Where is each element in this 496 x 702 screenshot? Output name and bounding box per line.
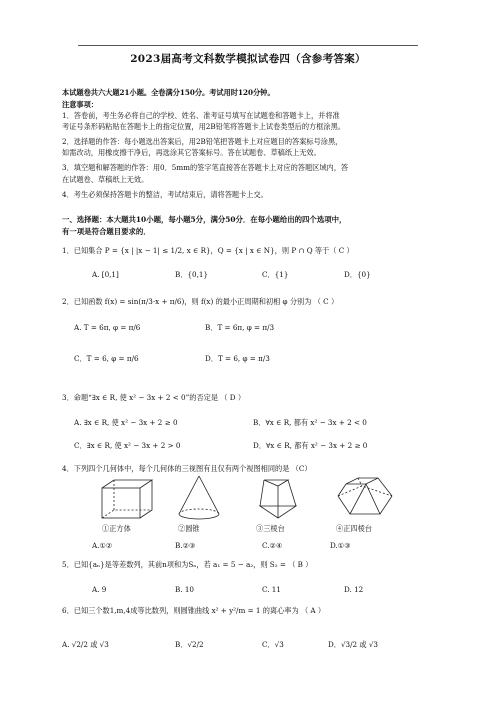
q6-option-d: D．√3/2 或 √3 xyxy=(328,640,379,649)
q1-option-a: A. [0,1] xyxy=(92,270,119,279)
q6-option-a: A. √2/2 或 √3 xyxy=(62,640,109,649)
q1-option-d: D．{0} xyxy=(344,270,371,279)
q2-stem: 2．已知函数 f(x) = sin(π/3·x + π/6)，则 f(x) 的最小正周期和初相 φ 分别为 （ C ） xyxy=(62,297,339,306)
cube-figure xyxy=(100,478,156,520)
q3-option-a: A. ∃x ∈ R, 使 x² − 3x + 2 ≥ 0 xyxy=(74,418,178,427)
cone-figure xyxy=(176,474,222,522)
q4-option-b: B.②③ xyxy=(175,541,196,550)
triangular-frustum-figure xyxy=(258,476,298,522)
notice-line: 如需改动，用橡皮擦干净后，再选涂其它答案标号。答在试题卷、草稿纸上无效。 xyxy=(62,148,321,157)
notice-title: 注意事项： xyxy=(62,100,98,109)
notice-line: 2．选择题的作答：每小题选出答案后，用2B铅笔把答题卡上对应题目的答案标号涂黑， xyxy=(62,137,343,146)
notice-line: 1．答卷前，考生务必将自己的学校、姓名、准考证号填写在试题卷和答题卡上，并将准 xyxy=(62,111,340,120)
q1-option-c: C．{1} xyxy=(262,270,289,279)
q6-option-c: C．√3 xyxy=(262,640,284,649)
page-title: 2023届高考文科数学模拟试卷四（含参考答案） xyxy=(130,53,366,65)
q6-option-b: B．√2/2 xyxy=(175,640,204,649)
q2-option-a: A. T = 6π, φ = π/6 xyxy=(74,323,141,332)
square-frustum-figure xyxy=(336,476,394,520)
figure-caption: ①正方体 xyxy=(102,524,131,533)
section-heading-cont: 有一项是符合题目要求的． xyxy=(62,227,151,236)
q4-option-c: C.②④ xyxy=(262,541,283,550)
q5-option-d: D. 12 xyxy=(344,585,364,594)
q3-option-b: B．∀x ∈ R, 都有 x² − 3x + 2 < 0 xyxy=(253,418,367,427)
q5-option-c: C. 11 xyxy=(262,585,281,594)
notice-line: 3．填空题和解答题的作答：用0．5mm的签字笔直接答在答题卡上对应的答题区域内，答 xyxy=(62,163,349,172)
q4-option-a: A.①② xyxy=(92,541,113,550)
q4-stem: 4．下列四个几何体中，每个几何体的三视图有且仅有两个视图相同的是 （C） xyxy=(62,464,312,473)
q4-option-d: D.①③ xyxy=(330,541,351,550)
q5-stem: 5．已知{aₙ}是等差数列，其前n项和为Sₙ，若 a₁ = 5 − a₂，则 S₂ = （ B ） xyxy=(62,560,313,569)
q3-option-c: C．∃x ∈ R, 使 x² − 3x + 2 > 0 xyxy=(74,441,181,450)
q2-option-d: D．T = 6, φ = π/3 xyxy=(205,354,270,363)
header-rule xyxy=(78,45,418,46)
q3-option-d: D．∀x ∈ R, 都有 x² − 3x + 2 ≥ 0 xyxy=(253,441,368,450)
q2-option-b: B．T = 6π, φ = π/3 xyxy=(205,323,275,332)
q5-option-b: B. 10 xyxy=(175,585,194,594)
q3-stem: 3．命题“∃x ∈ R, 使 x² − 3x + 2 < 0”的否定是 （ D ） xyxy=(62,393,246,402)
q1-option-b: B．{0,1} xyxy=(175,270,209,279)
figure-caption: ④正四棱台 xyxy=(336,524,372,533)
figure-caption: ③三棱台 xyxy=(256,524,285,533)
intro: 本试题卷共六大题21小题。全卷满分150分。考试用时120分钟。 xyxy=(62,88,275,97)
q5-option-a: A. 9 xyxy=(92,585,107,594)
section-heading: 一、选择题：本大题共10小题，每小题5分，满分50分．在每小题给出的四个选项中， xyxy=(62,215,347,224)
notice-line: 4．考生必须保持答题卡的整洁，考试结束后，请将答题卡上交。 xyxy=(62,190,268,199)
q6-stem: 6．已知三个数1,m,4成等比数列，则圆锥曲线 x² + y²/m = 1 的离心率为 （ A ） xyxy=(62,606,326,615)
q1-stem: 1．已知集合 P = {x | |x − 1| ≤ 1/2, x ∈ R}，Q = {x | x ∈ N}，则 P ∩ Q 等于（ C ） xyxy=(62,246,354,255)
notice-line: 考证号条形码粘贴在答题卡上的指定位置，用2B铅笔将答题卡上试卷类型后的方框涂黑。 xyxy=(62,122,345,131)
figure-caption: ②圆锥 xyxy=(178,524,200,533)
notice-line: 在试题卷、草稿纸上无效。 xyxy=(62,175,149,184)
q2-option-c: C．T = 6, φ = π/6 xyxy=(74,354,139,363)
